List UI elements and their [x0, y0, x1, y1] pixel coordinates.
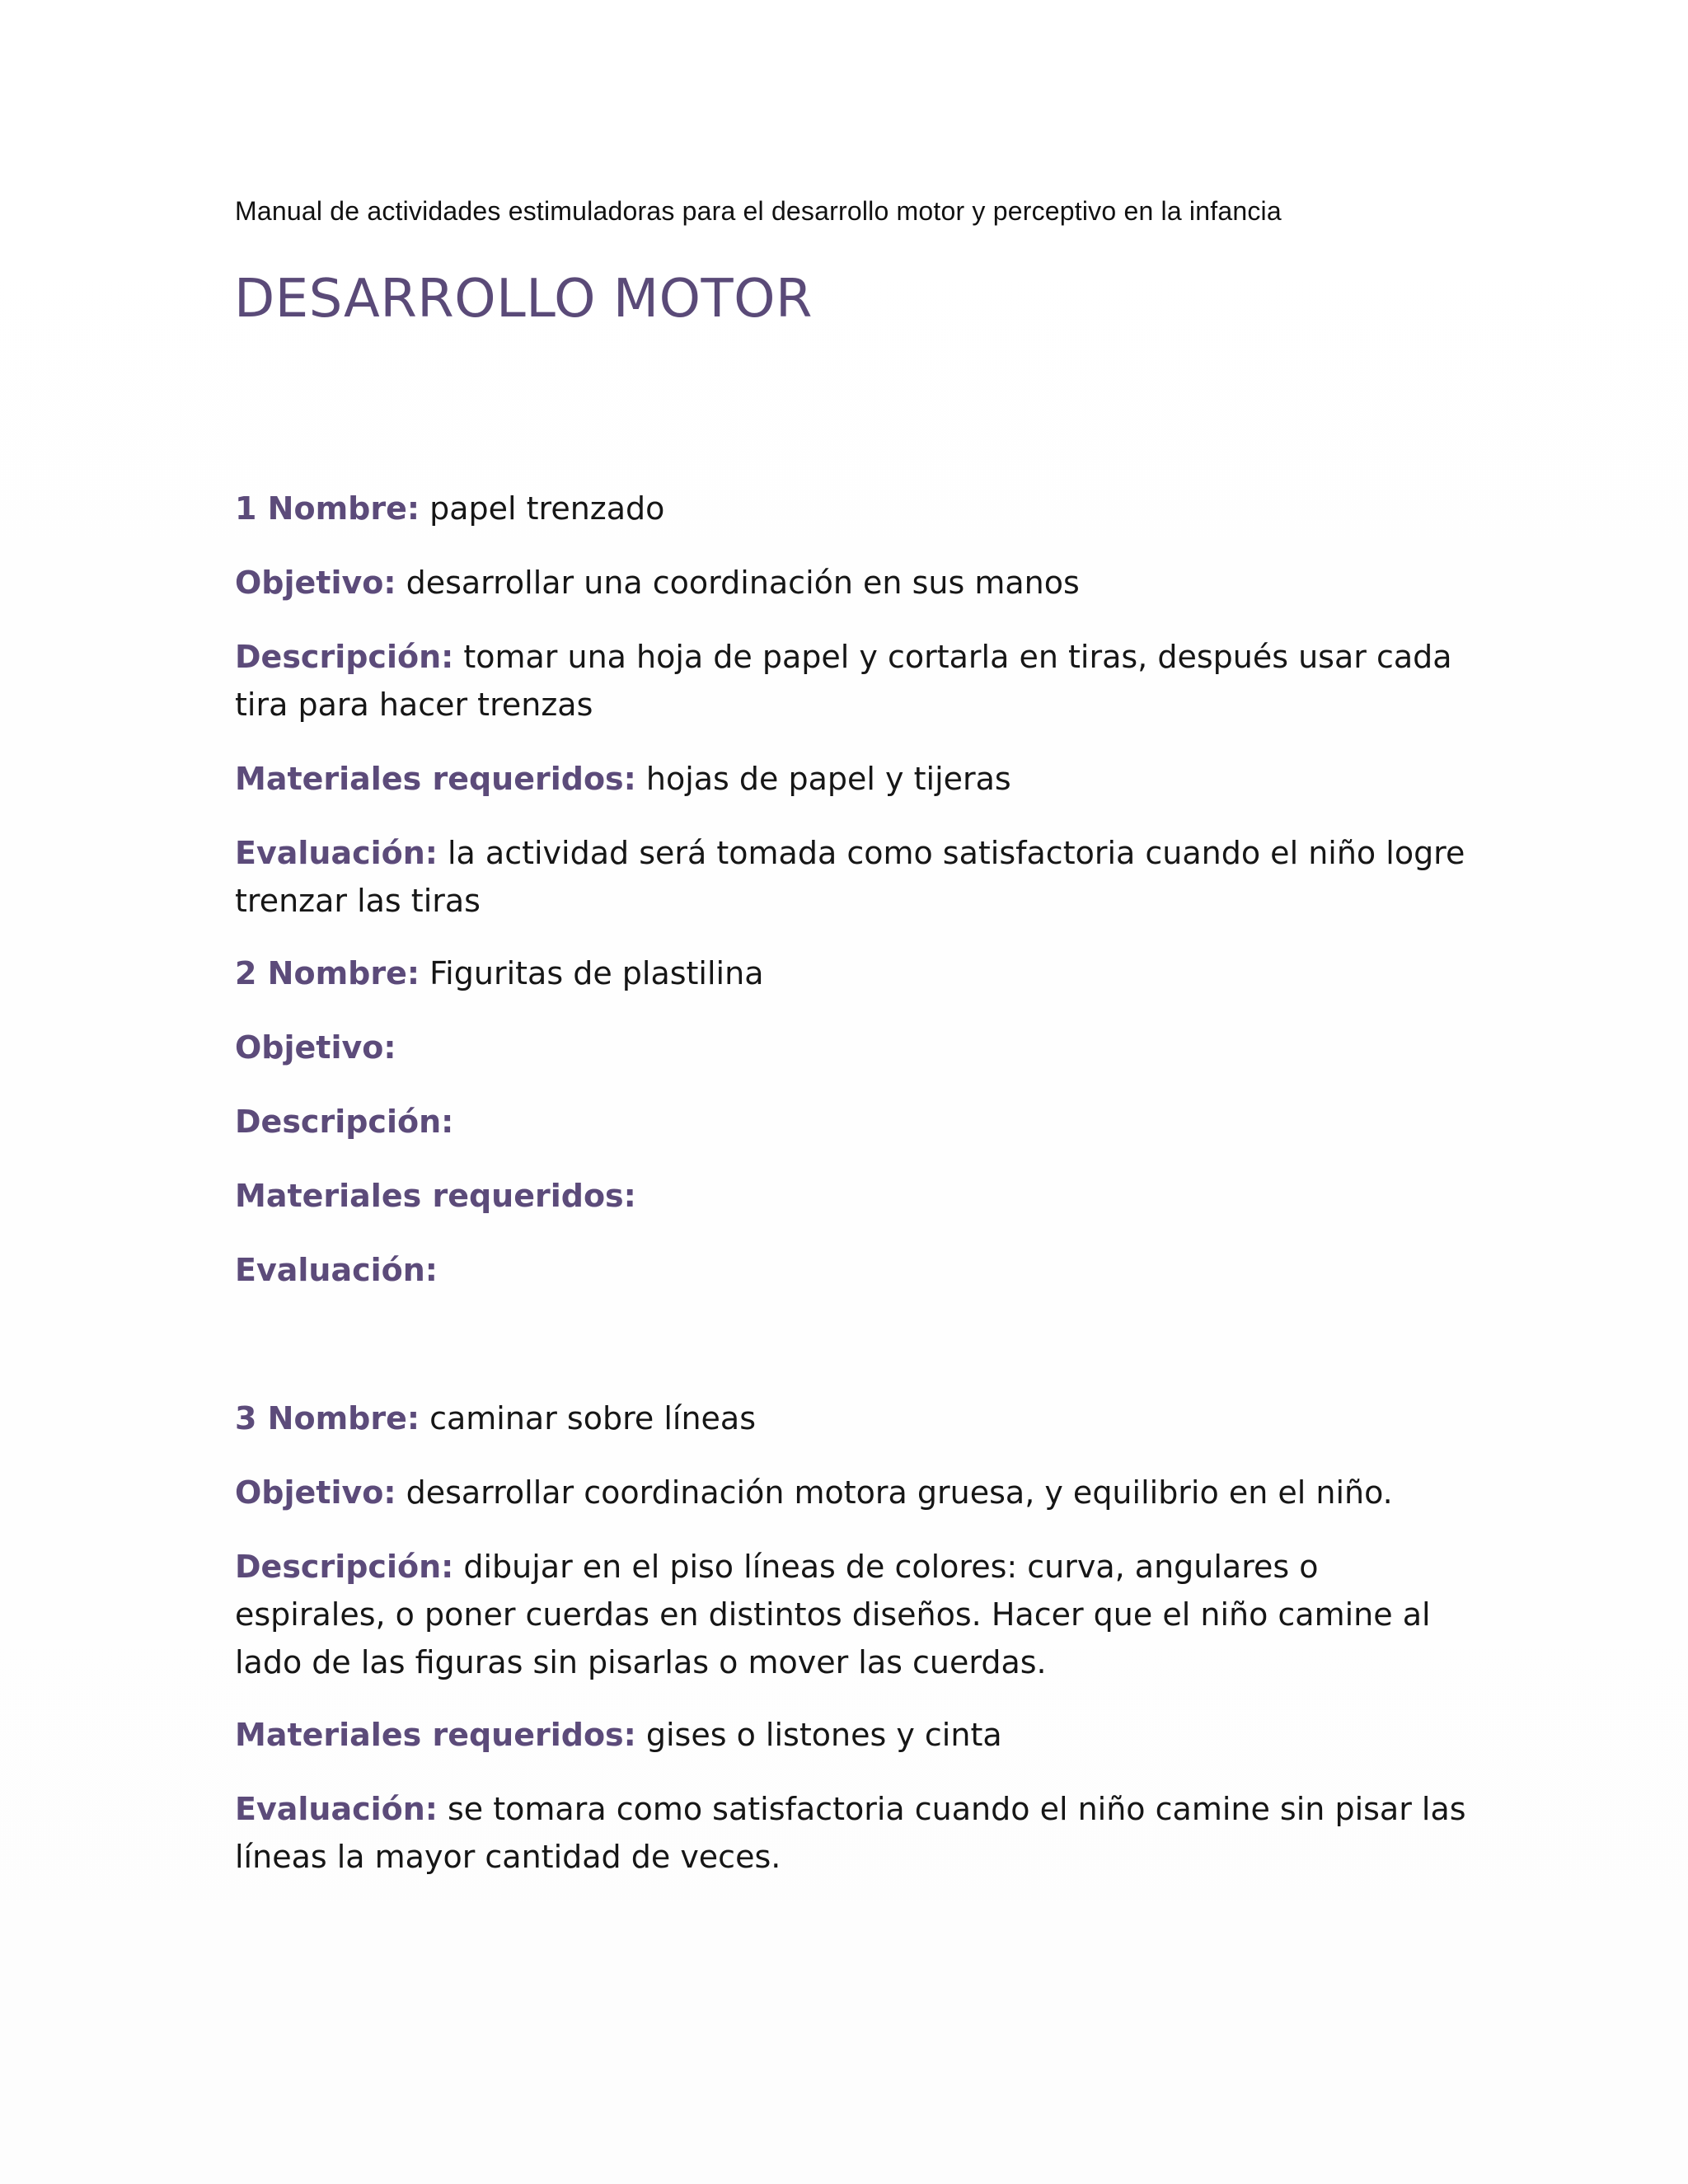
- activity-2-descripcion: [235, 1098, 1471, 1146]
- descripcion-label: Descripción:: [235, 639, 454, 675]
- nombre-value: caminar sobre líneas: [429, 1400, 756, 1436]
- activity-3-objetivo: [235, 1469, 1471, 1516]
- descripcion-value: dibujar en el piso líneas de colores: curva, angulares o espirales, o poner cuerdas en distintos diseños. Hacer que el niño camine al lado de las figuras sin pisarlas o mover las cuerdas.: [235, 1549, 1431, 1680]
- nombre-value: papel trenzado: [429, 490, 665, 527]
- activity-2-objetivo: [235, 1024, 1471, 1071]
- activity-1-materiales: [235, 755, 1471, 803]
- objetivo-label: Objetivo:: [235, 565, 396, 601]
- objetivo-value: desarrollar una coordinación en sus manos: [406, 565, 1080, 601]
- evaluacion-label: Evaluación:: [235, 835, 438, 871]
- activity-3-materiales: [235, 1711, 1471, 1759]
- materiales-value: hojas de papel y tijeras: [645, 761, 1011, 797]
- objetivo-label: Objetivo:: [235, 1474, 396, 1511]
- activity-2-materiales: [235, 1172, 1471, 1220]
- activity-1-nombre: [235, 485, 1471, 532]
- materiales-label: Materiales requeridos:: [235, 1717, 636, 1753]
- activity-3-evaluacion: [235, 1785, 1471, 1881]
- activity-2-evaluacion: [235, 1246, 1471, 1294]
- activity-1-descripcion: [235, 633, 1471, 729]
- evaluacion-label: Evaluación:: [235, 1252, 438, 1288]
- objetivo-label: Objetivo:: [235, 1029, 396, 1066]
- nombre-label: 3 Nombre:: [235, 1400, 420, 1436]
- evaluacion-label: Evaluación:: [235, 1791, 438, 1827]
- descripcion-value: tomar una hoja de papel y cortarla en tiras, después usar cada tira para hacer trenzas: [235, 639, 1452, 723]
- nombre-label: 1 Nombre:: [235, 490, 420, 527]
- activity-2-nombre: [235, 949, 1471, 997]
- descripcion-label: Descripción:: [235, 1549, 454, 1585]
- activity-1-evaluacion: [235, 829, 1471, 925]
- materiales-value: gises o listones y cinta: [645, 1717, 1002, 1753]
- evaluacion-value: la actividad será tomada como satisfactoria cuando el niño logre trenzar las tiras: [235, 835, 1465, 919]
- activity-3-descripcion: [235, 1543, 1471, 1686]
- nombre-value: Figuritas de plastilina: [429, 955, 764, 991]
- materiales-label: Materiales requeridos:: [235, 1178, 636, 1214]
- activity-1-objetivo: [235, 559, 1471, 607]
- nombre-label: 2 Nombre:: [235, 955, 420, 991]
- section-title: DESARROLLO MOTOR: [234, 269, 813, 330]
- materiales-label: Materiales requeridos:: [235, 761, 636, 797]
- running-header: Manual de actividades estimuladoras para el desarrollo motor y perceptivo en la infancia: [235, 196, 1282, 226]
- evaluacion-value: se tomara como satisfactoria cuando el niño camine sin pisar las líneas la mayor cantidad de veces.: [235, 1791, 1466, 1875]
- objetivo-value: desarrollar coordinación motora gruesa, y equilibrio en el niño.: [406, 1474, 1393, 1511]
- descripcion-label: Descripción:: [235, 1104, 454, 1140]
- activity-3-nombre: [235, 1394, 1471, 1442]
